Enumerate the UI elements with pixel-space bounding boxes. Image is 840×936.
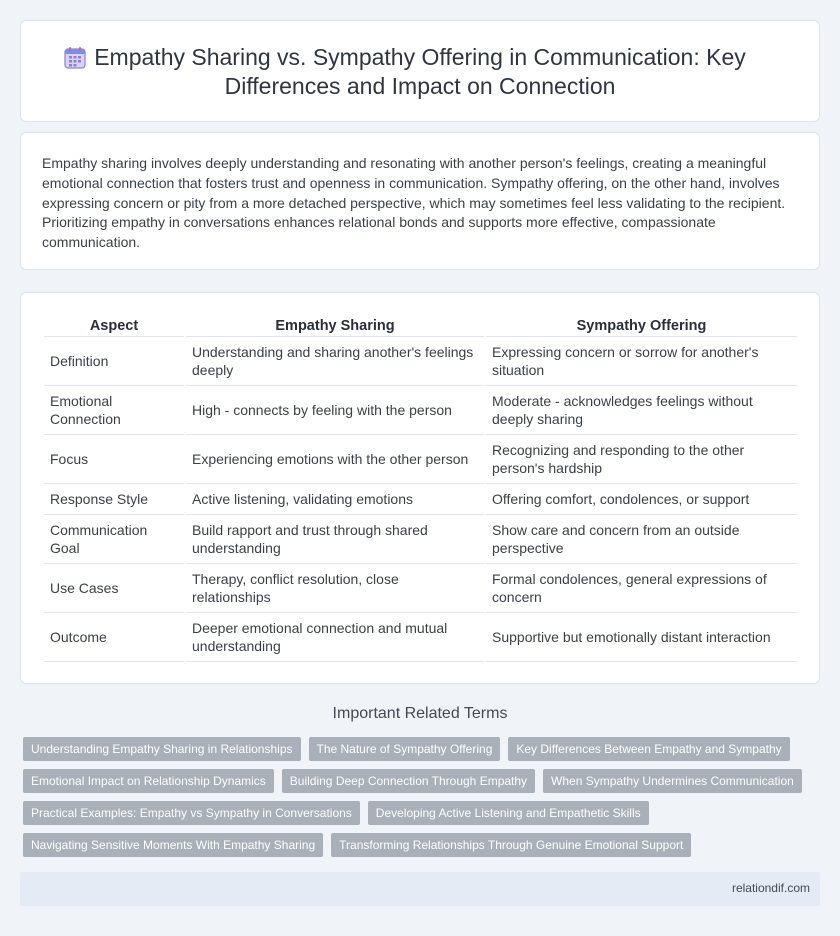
table-cell-aspect: Response Style: [44, 484, 184, 515]
table-row: [44, 435, 797, 484]
table-row: [44, 515, 797, 564]
table-cell-aspect: Definition: [44, 337, 184, 386]
table-row: [44, 337, 797, 386]
intro-card: [20, 132, 820, 270]
related-term-tag[interactable]: Key Differences Between Empathy and Sympathy: [508, 737, 789, 761]
table-cell-aspect: Outcome: [44, 613, 184, 662]
table-cell-sympathy: Expressing concern or sorrow for another's situation: [486, 337, 797, 386]
related-terms-title: Important Related Terms: [332, 705, 508, 722]
header-card: [20, 20, 820, 122]
table-cell-sympathy: Supportive but emotionally distant interaction: [486, 613, 797, 662]
comparison-card: [20, 292, 820, 684]
table-cell-empathy: Build rapport and trust through shared understanding: [186, 515, 484, 564]
page-title: Empathy Sharing vs. Sympathy Offering in Communication: Key Differences and Impact on Connection: [94, 44, 746, 99]
table-row: [44, 386, 797, 435]
related-term-tag[interactable]: Building Deep Connection Through Empathy: [282, 769, 535, 793]
table-cell-aspect: Emotional Connection: [44, 386, 184, 435]
comparison-table: [42, 315, 799, 662]
table-cell-aspect: Communication Goal: [44, 515, 184, 564]
related-term-tag[interactable]: Navigating Sensitive Moments With Empathy Sharing: [23, 833, 323, 857]
table-cell-aspect: Focus: [44, 435, 184, 484]
related-terms-list: [23, 737, 823, 865]
column-header-aspect: Aspect: [44, 315, 184, 337]
footer-bar: [20, 872, 820, 906]
table-cell-sympathy: Moderate - acknowledges feelings without deeply sharing: [486, 386, 797, 435]
column-header-empathy: Empathy Sharing: [186, 315, 484, 337]
table-cell-empathy: High - connects by feeling with the person: [186, 386, 484, 435]
related-term-tag[interactable]: When Sympathy Undermines Communication: [543, 769, 802, 793]
table-cell-sympathy: Recognizing and responding to the other person's hardship: [486, 435, 797, 484]
table-row: [44, 613, 797, 662]
table-cell-empathy: Deeper emotional connection and mutual understanding: [186, 613, 484, 662]
related-term-tag[interactable]: Developing Active Listening and Empathetic Skills: [368, 801, 649, 825]
column-header-sympathy: Sympathy Offering: [486, 315, 797, 337]
table-cell-sympathy: Show care and concern from an outside perspective: [486, 515, 797, 564]
table-cell-empathy: Understanding and sharing another's feelings deeply: [186, 337, 484, 386]
table-row: [44, 484, 797, 515]
table-cell-empathy: Active listening, validating emotions: [186, 484, 484, 515]
related-term-tag[interactable]: Emotional Impact on Relationship Dynamics: [23, 769, 274, 793]
table-cell-sympathy: Formal condolences, general expressions of concern: [486, 564, 797, 613]
related-term-tag[interactable]: Practical Examples: Empathy vs Sympathy in Conversations: [23, 801, 360, 825]
related-term-tag[interactable]: Understanding Empathy Sharing in Relationships: [23, 737, 301, 761]
footer-site-link[interactable]: relationdif.com: [731, 881, 810, 895]
table-cell-empathy: Therapy, conflict resolution, close relationships: [186, 564, 484, 613]
table-cell-sympathy: Offering comfort, condolences, or support: [486, 484, 797, 515]
related-term-tag[interactable]: Transforming Relationships Through Genuine Emotional Support: [331, 833, 691, 857]
intro-paragraph: Empathy sharing involves deeply understanding and resonating with another person's feelings, creating a meaningful emotional connection that fosters trust and openness in communication. Sympathy offering, on the other hand, involves expressing concern or pity from a more detached perspective, which may sometimes feel less validating to the recipient. Prioritizing empathy in conversations enhances relational bonds and supports more effective, compassionate communication.: [42, 155, 786, 251]
table-cell-empathy: Experiencing emotions with the other person: [186, 435, 484, 484]
table-row: [44, 564, 797, 613]
related-term-tag[interactable]: The Nature of Sympathy Offering: [309, 737, 501, 761]
table-cell-aspect: Use Cases: [44, 564, 184, 613]
table-header-row: [44, 315, 797, 337]
